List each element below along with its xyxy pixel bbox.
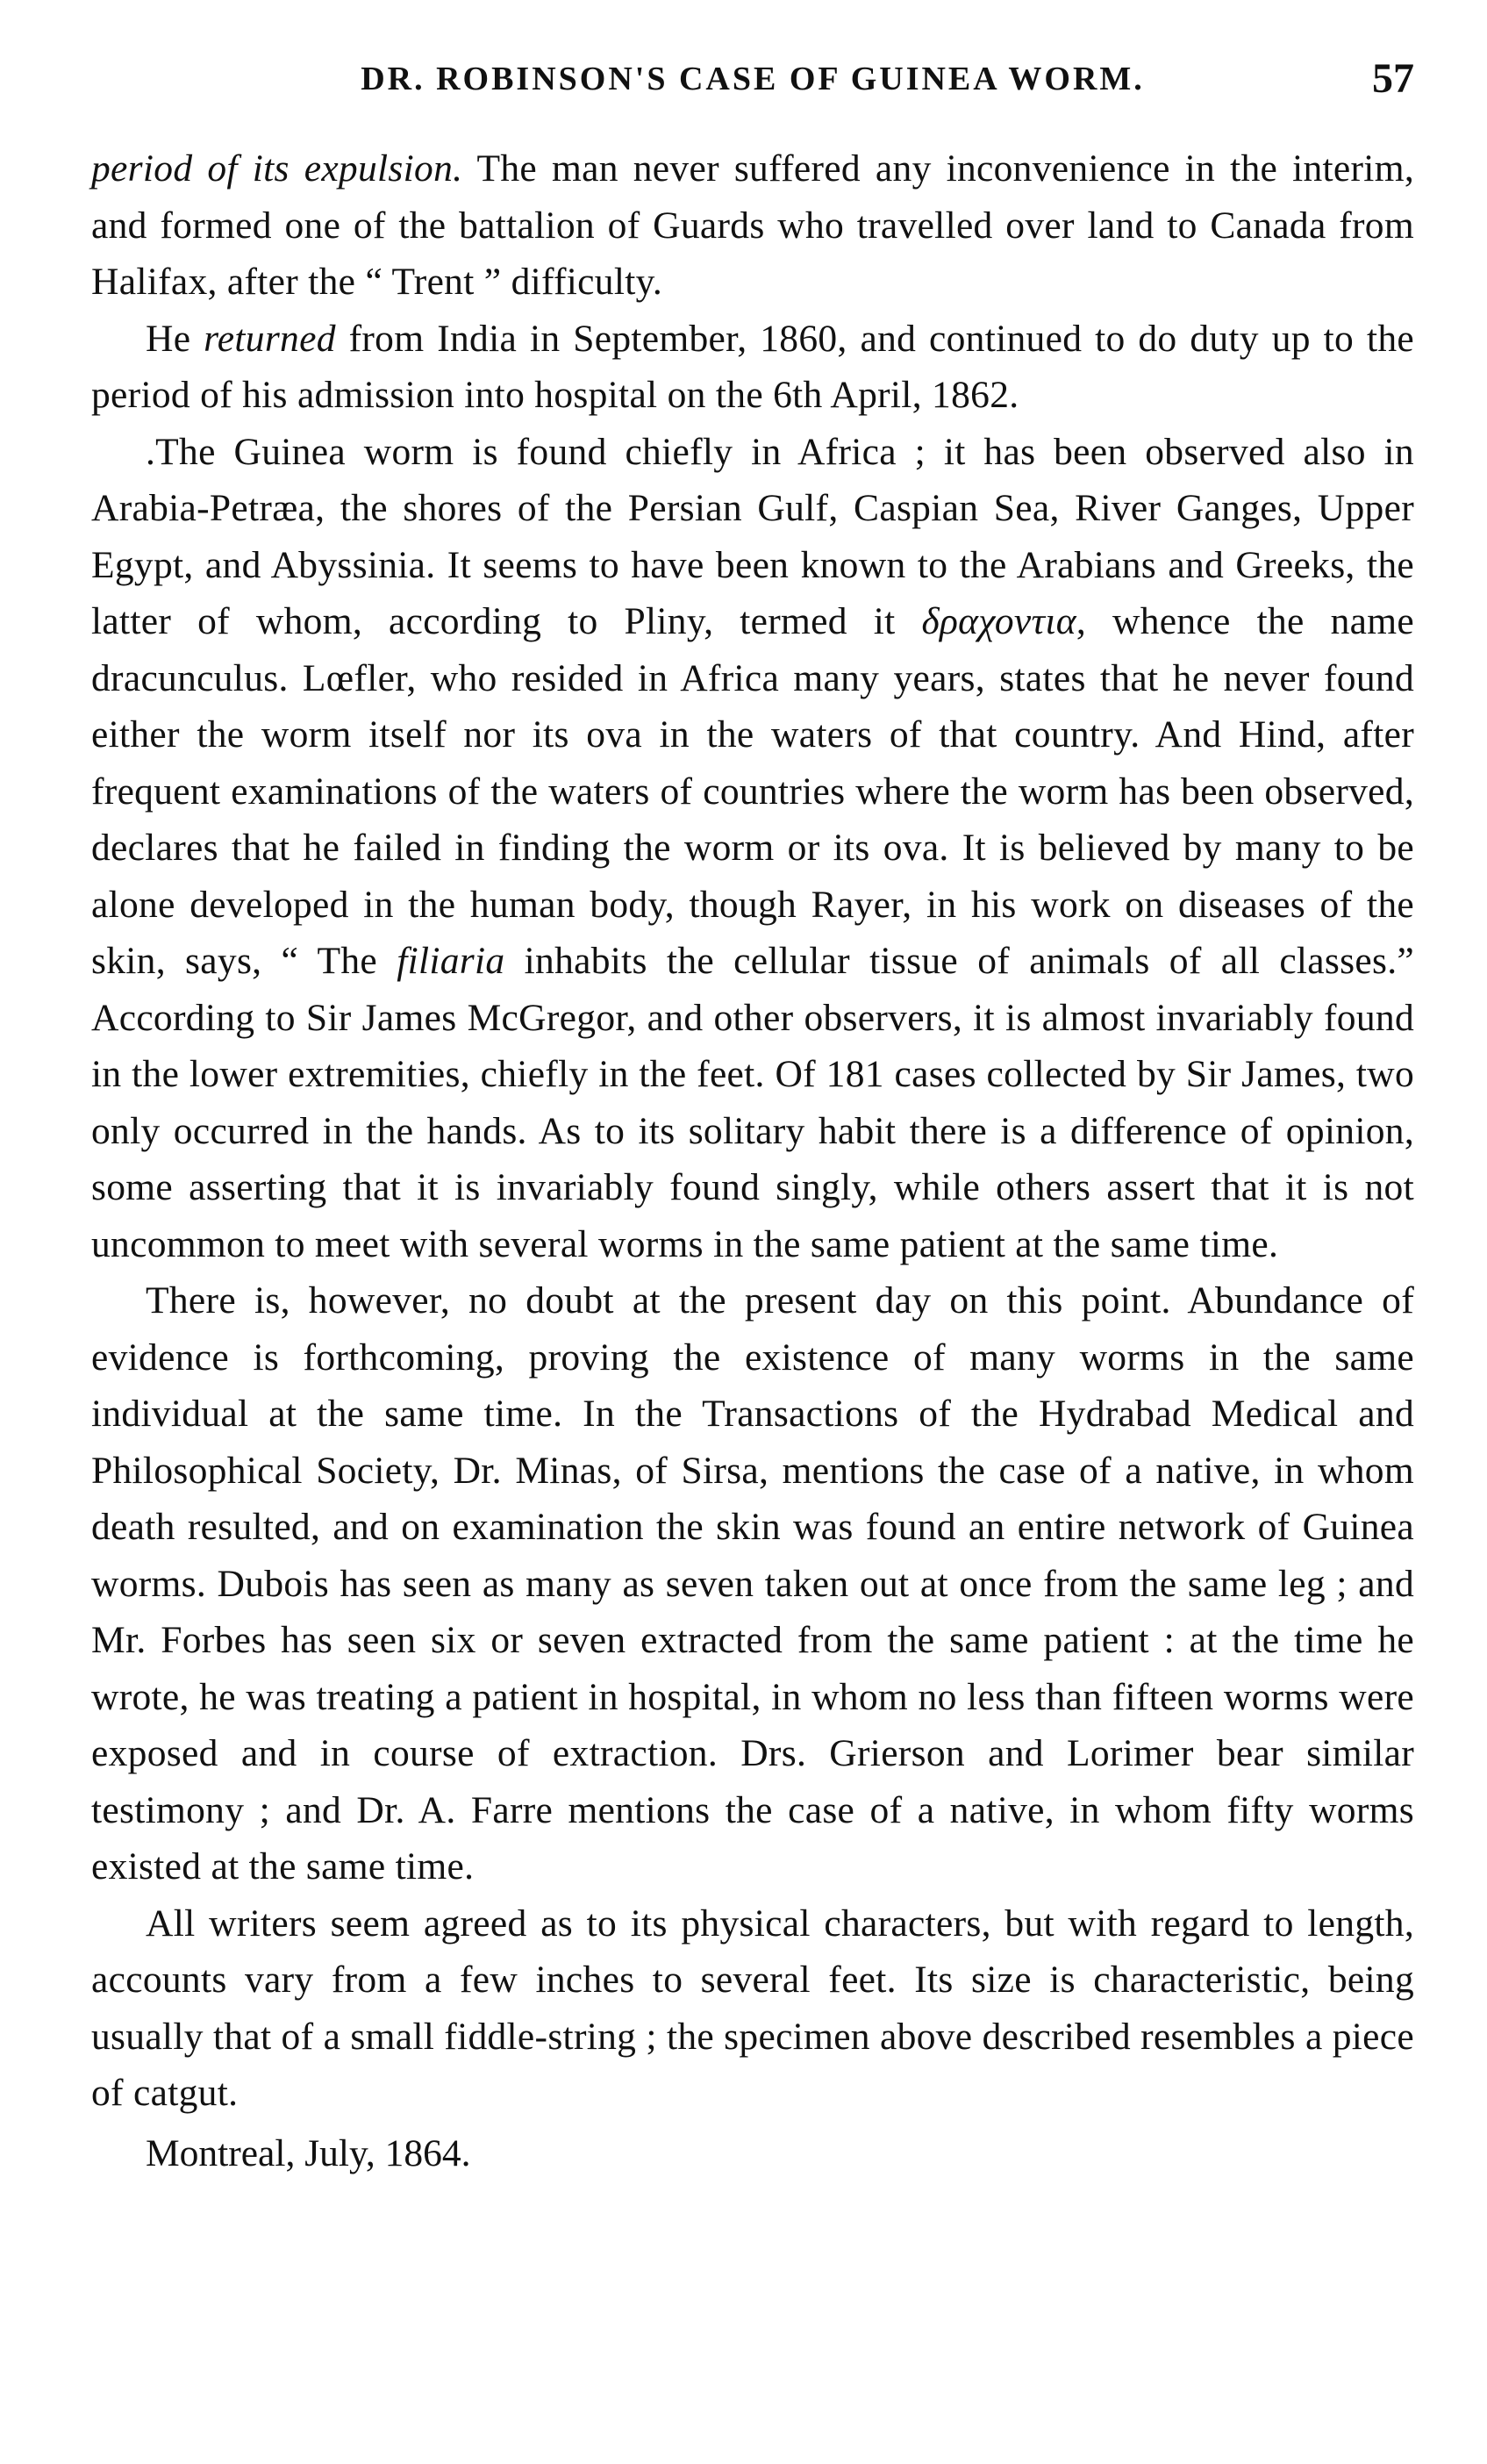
text-segment: inhabits the cellular tissue of animals of all classes.” According to Sir James McGregor, and other observers, it is almost invariably found in the lower extremities, chiefly in the feet. Of 181 cases collected by Sir James, two only occurred in the hands. As to its solitary habit there is a difference of opinion, some asserting that it is invariably found singly, while others assert that it is not uncommon to meet with several worms in the same patient at the same time. bbox=[91, 940, 1414, 1265]
text-segment: There is, however, no doubt at the present day on this point. Abundance of evidence is forthcoming, proving the existence of many worms in the same individual at the same time. In the Transactions of the Hydrabad Medical and Philosophical Society, Dr. Minas, of Sirsa, mentions the case of a native, in whom death resulted, and on examination the skin was found an entire network of Guinea worms. Dubois has seen as many as seven taken out at once from the same leg ; and Mr. Forbes has seen six or seven extracted from the same patient : at the time he wrote, he was treating a patient in hospital, in whom no less than fifteen worms were exposed and in course of extraction. Drs. Grierson and Lorimer bear similar testimony ; and Dr. A. Farre mentions the case of a native, in whom fifty worms existed at the same time. bbox=[91, 1279, 1414, 1887]
paragraph-4 bbox=[91, 1272, 1414, 1895]
paragraph-5 bbox=[91, 1895, 1414, 2122]
page-header bbox=[91, 51, 1414, 121]
article-body bbox=[91, 140, 1414, 2122]
document-page bbox=[91, 51, 1414, 2181]
text-segment: , whence the name dracunculus. Lœfler, who resided in Africa many years, states that he never found either the worm itself nor its ova in the waters of that country. And Hind, after frequent examinations of the waters of countries where the worm has been observed, declares that he failed in finding the worm or its ova. It is believed by many to be alone developed in the human body, though Rayer, in his work on diseases of the skin, says, “ The bbox=[91, 600, 1414, 982]
paragraph-1 bbox=[91, 140, 1414, 311]
text-segment: He bbox=[146, 317, 204, 360]
text-segment: returned bbox=[204, 317, 336, 360]
text-segment: filiaria bbox=[397, 940, 505, 982]
running-head: DR. ROBINSON'S CASE OF GUINEA WORM. bbox=[361, 61, 1145, 97]
text-segment: The man never suffered any inconvenience in the interim, and formed one of the battalion of Guards who travelled over land to Canada from Halifax, after the “ Trent ” difficulty. bbox=[91, 147, 1415, 303]
text-segment: All writers seem agreed as to its physical characters, but with regard to length, accounts vary from a few inches to several feet. Its size is characteristic, being usually that of a small fiddle-string ; the specimen above described resembles a piece of catgut. bbox=[91, 1902, 1414, 2114]
signoff-dateline: Montreal, July, 1864. bbox=[146, 2131, 471, 2174]
paragraph-2 bbox=[91, 311, 1414, 424]
text-segment: δραχοντια bbox=[921, 600, 1076, 642]
text-segment: period of its expulsion. bbox=[91, 147, 463, 190]
text-segment: from India in September, 1860, and continued to do duty up to the period of his admission into hospital on the 6th April, 1862. bbox=[91, 317, 1414, 416]
text-segment: .The Guinea worm is found chiefly in Africa ; it has been observed also in Arabia-Petræa, the shores of the Persian Gulf, Caspian Sea, River Ganges, Upper Egypt, and Abyssinia. It seems to have been known to the Arabians and Greeks, the latter of whom, according to Pliny, termed it bbox=[91, 430, 1414, 642]
page-number: 57 bbox=[1372, 55, 1414, 102]
paragraph-3 bbox=[91, 424, 1414, 1273]
